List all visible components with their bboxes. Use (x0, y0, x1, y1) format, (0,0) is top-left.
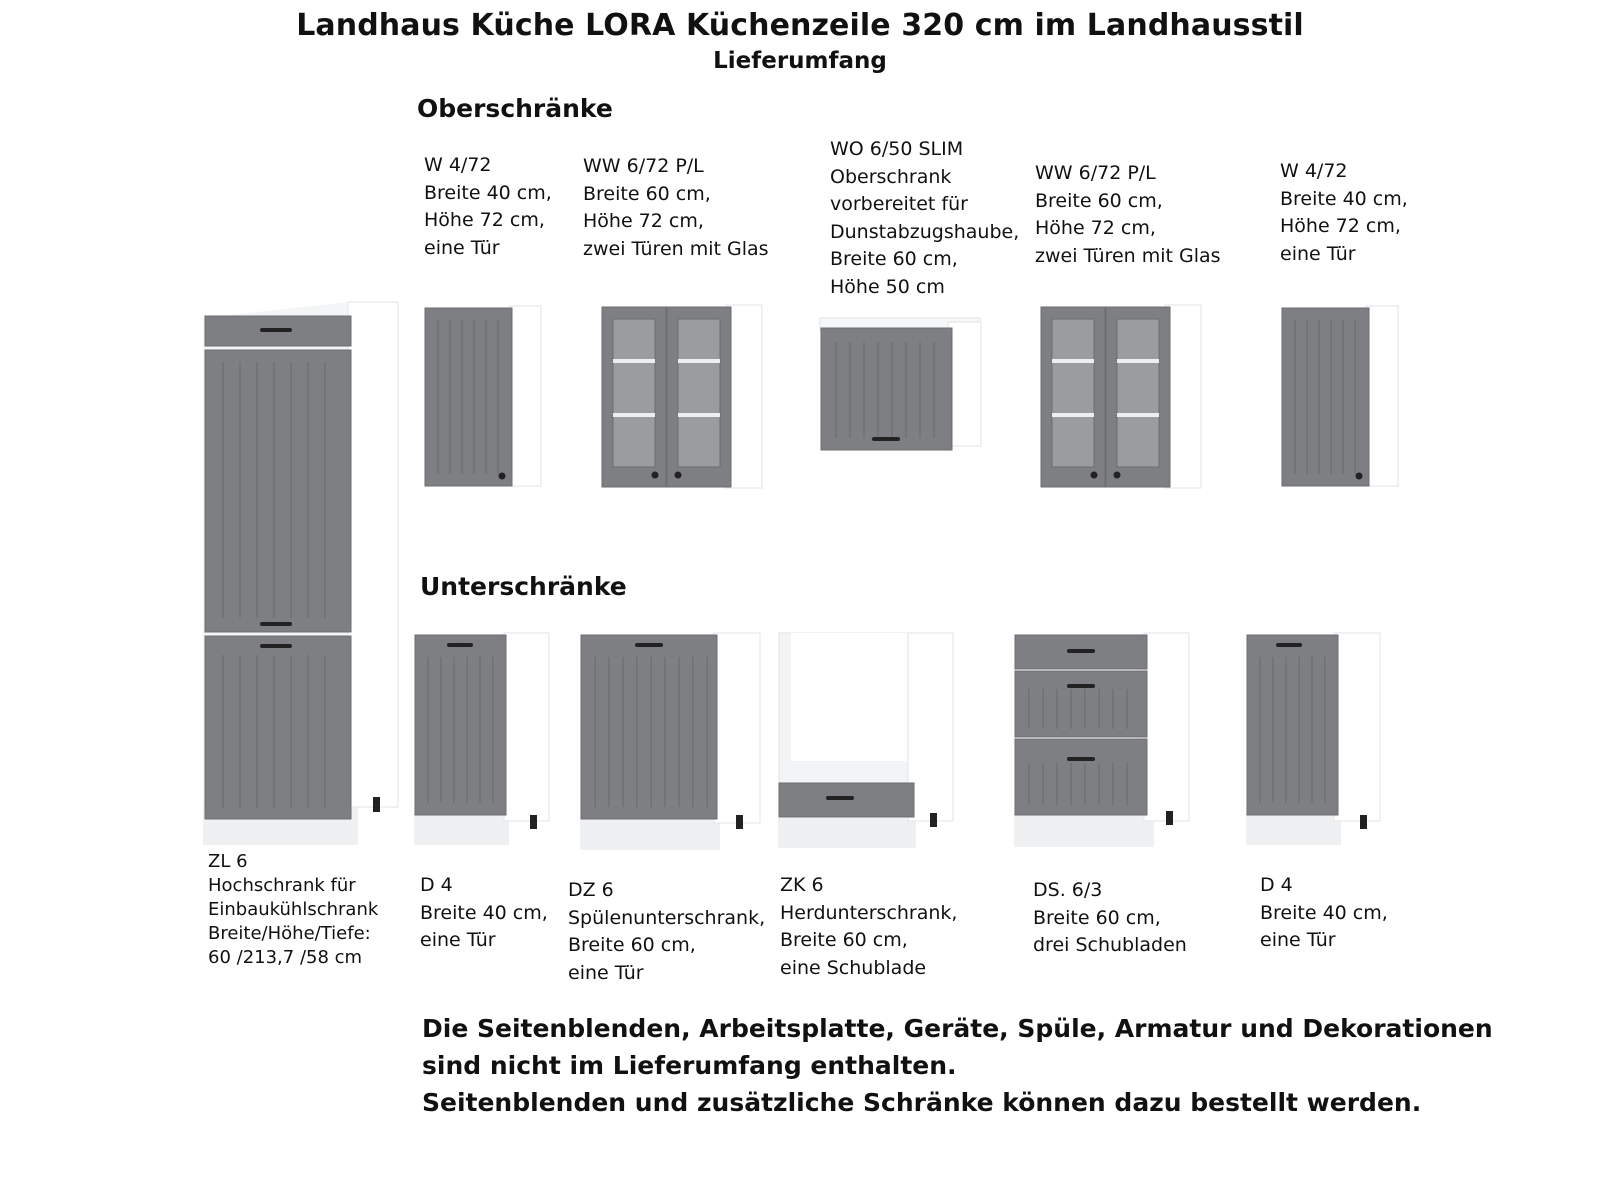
lower-desc-d4-left: D 4 Breite 40 cm, eine Tür (420, 874, 548, 951)
section-heading-lower: Unterschränke (420, 572, 627, 601)
upper-desc-wo650: WO 6/50 SLIM Oberschrank vorbereitet für Dunstabzugshaube, Breite 60 cm, Höhe 50 cm (830, 138, 1020, 298)
tall-desc-zl6: ZL 6 Hochschrank für Einbaukühlschrank Breite/Höhe/Tiefe: 60 /213,7 /58 cm (208, 851, 379, 968)
page-title: Landhaus Küche LORA Küchenzeile 320 cm im Landhausstil (296, 8, 1304, 43)
lower-cabinet-d4-right-illustration (1246, 633, 1386, 848)
lower-desc-zk6: ZK 6 Herdunterschrank, Breite 60 cm, eine Schublade (780, 874, 958, 979)
lower-desc-d4-right: D 4 Breite 40 cm, eine Tür (1260, 874, 1388, 951)
upper-cabinet-w472-left-illustration (424, 306, 544, 491)
lower-cabinet-zk6-illustration (778, 633, 963, 853)
upper-cabinet-ww672-right-illustration (1040, 305, 1205, 490)
tall-cabinet-zl6-illustration (203, 300, 403, 845)
upper-desc-ww672-left: WW 6/72 P/L Breite 60 cm, Höhe 72 cm, zwei Türen mit Glas (583, 155, 769, 260)
lower-desc-dz6: DZ 6 Spülenunterschrank, Breite 60 cm, eine Tür (568, 879, 766, 984)
upper-cabinet-wo650-illustration (820, 318, 985, 453)
upper-cabinet-w472-right-illustration (1281, 306, 1401, 491)
lower-desc-ds63: DS. 6/3 Breite 60 cm, drei Schubladen (1033, 879, 1187, 956)
page-subtitle: Lieferumfang (713, 48, 887, 74)
lower-cabinet-ds63-illustration (1014, 633, 1199, 853)
delivery-note: Die Seitenblenden, Arbeitsplatte, Geräte, Spüle, Armatur und Dekorationen sind nicht im Lieferumfang enthalten. Seitenblenden und zusätzliche Schränke können dazu bestellt werden. (422, 1014, 1493, 1117)
section-heading-upper: Oberschränke (417, 94, 613, 123)
lower-cabinet-d4-left-illustration (414, 633, 554, 848)
upper-desc-w472-right: W 4/72 Breite 40 cm, Höhe 72 cm, eine Tür (1280, 160, 1408, 265)
upper-desc-w472-left: W 4/72 Breite 40 cm, Höhe 72 cm, eine Tür (424, 154, 552, 259)
upper-cabinet-ww672-left-illustration (601, 305, 766, 490)
upper-desc-ww672-right: WW 6/72 P/L Breite 60 cm, Höhe 72 cm, zwei Türen mit Glas (1035, 162, 1221, 267)
lower-cabinet-dz6-illustration (580, 633, 765, 853)
